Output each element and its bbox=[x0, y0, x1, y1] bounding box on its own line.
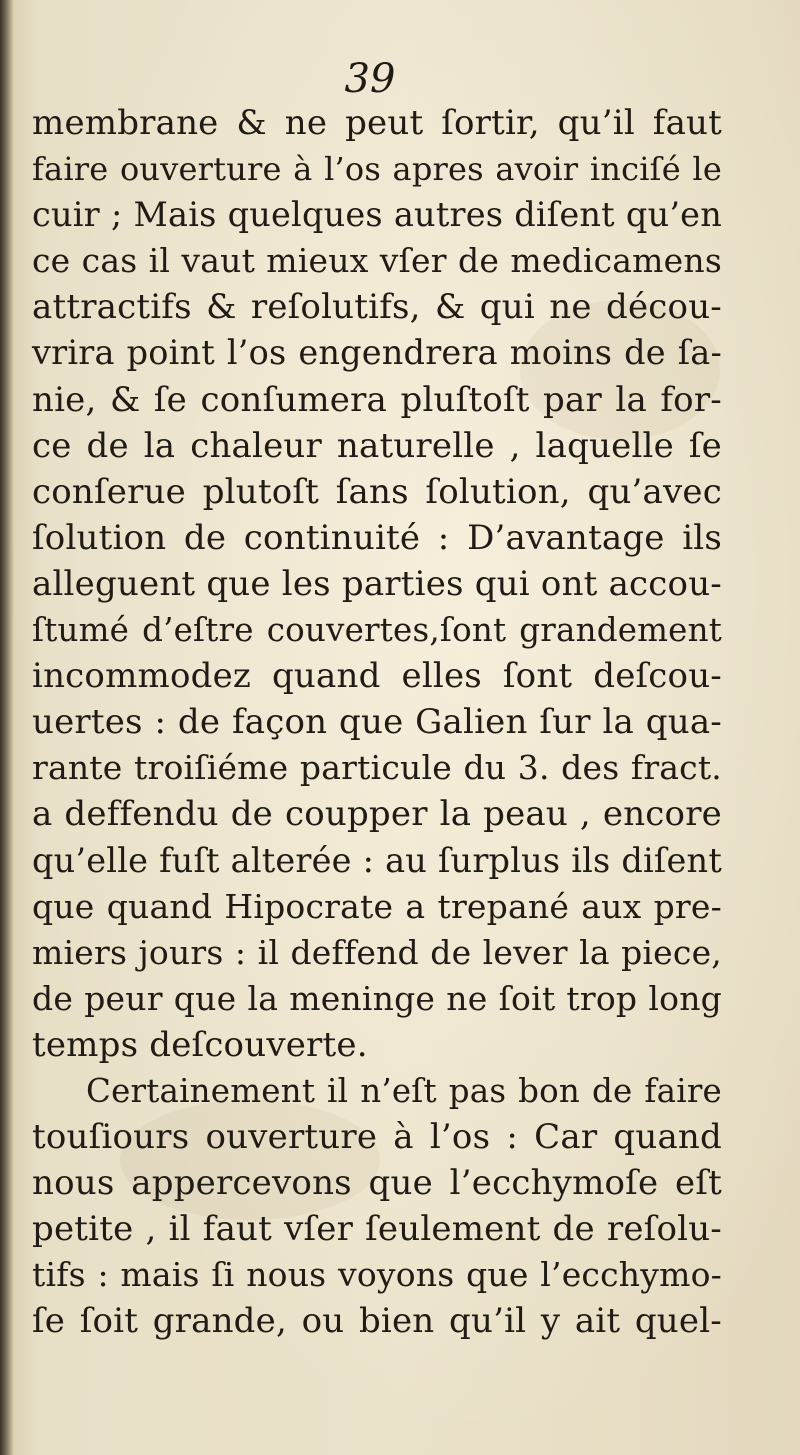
text-line: tifs : mais ſi nous voyons que l’ecchymo- bbox=[32, 1255, 722, 1295]
text-line: conſerue plutoſt ſans ſolution, qu’avec bbox=[32, 471, 722, 512]
text-line: ſolution de continuité : D’avantage ils bbox=[32, 517, 722, 558]
text-line: nous appercevons que l’ecchymoſe eſt bbox=[32, 1163, 722, 1204]
text-line: qu’elle fuſt alterée : au ſurplus ils diſent bbox=[32, 840, 722, 880]
text-line: faire ouverture à l’os apres avoir inciſé le bbox=[32, 150, 722, 189]
text-line: ce cas il vaut mieux vſer de medicamens bbox=[32, 241, 722, 281]
body-text bbox=[32, 100, 722, 1345]
text-line: membrane & ne peut ſortir, qu’il faut bbox=[32, 103, 722, 143]
text-line: a deffendu de coupper la peau , encore bbox=[32, 794, 722, 835]
text-line: cuir ; Mais quelques autres diſent qu’en bbox=[32, 195, 722, 235]
text-line: ſtumé d’eſtre couvertes,ſont grandement bbox=[32, 611, 722, 650]
text-line: nie, & ſe conſumera pluſtoſt par la for- bbox=[32, 379, 722, 420]
text-line: rante troiſiéme particule du 3. des fract. bbox=[32, 748, 722, 788]
text-line: miers jours : il deffend de lever la piece, bbox=[32, 932, 722, 972]
text-line: petite , il faut vſer ſeulement de reſolu- bbox=[32, 1209, 722, 1250]
text-line: que quand Hipocrate a trepané aux pre- bbox=[32, 886, 722, 926]
book-spine-shadow bbox=[0, 0, 14, 1455]
text-line: Certainement il n’eſt pas bon de faire bbox=[86, 1071, 722, 1110]
text-line: temps deſcouverte. bbox=[32, 1024, 368, 1065]
text-line: touſiours ouverture à l’os : Car quand bbox=[32, 1117, 722, 1158]
text-line: ſe ſoit grande, ou bien qu’il y ait quel- bbox=[32, 1301, 722, 1342]
text-line: incommodez quand elles ſont deſcou- bbox=[32, 656, 722, 697]
text-line: vrira point l’os engendrera moins de ſa- bbox=[32, 333, 722, 373]
text-line: uertes : de façon que Galien ſur la qua- bbox=[32, 702, 722, 743]
text-line: attractifs & reſolutifs, & qui ne décou- bbox=[32, 287, 722, 328]
text-line: alleguent que les parties qui ont accou- bbox=[32, 563, 722, 604]
text-line: de peur que la meninge ne ſoit trop long bbox=[32, 978, 722, 1018]
text-line: ce de la chaleur naturelle , laquelle ſe bbox=[32, 425, 722, 466]
page-number: 39 bbox=[344, 56, 396, 102]
